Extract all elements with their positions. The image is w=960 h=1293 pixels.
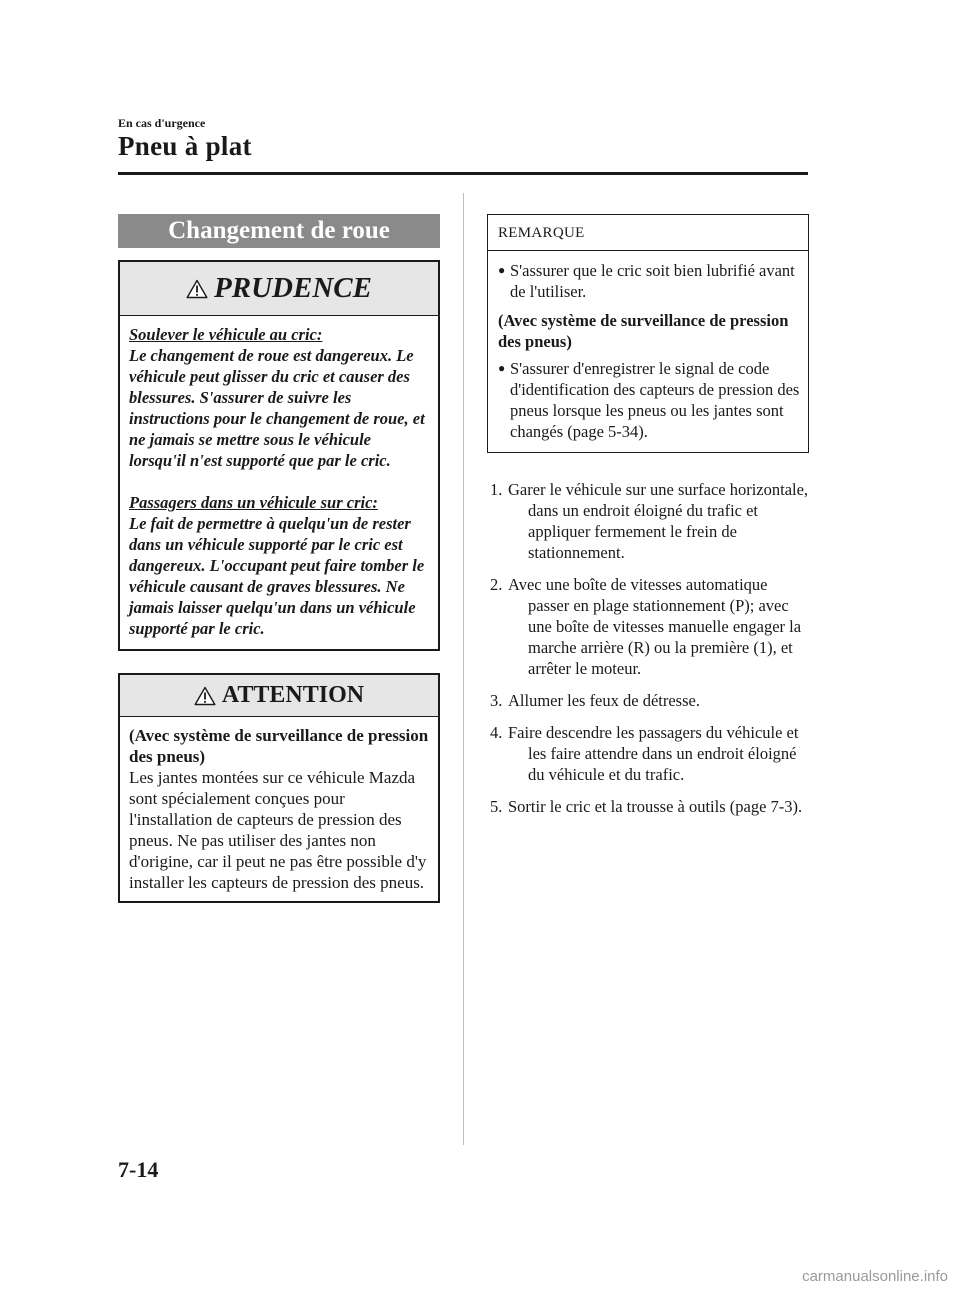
- step-text: Sortir le cric et la trousse à outils (page 7-3).: [508, 797, 803, 816]
- attention-title: ATTENTION: [221, 682, 365, 708]
- attention-box: [118, 673, 440, 903]
- step-text: Allumer les feux de détresse.: [508, 691, 700, 710]
- watermark-link[interactable]: carmanualsonline.info: [802, 1268, 948, 1285]
- page-number: 7-14: [118, 1157, 159, 1182]
- paragraph-gap: [129, 471, 430, 492]
- step-number: 1.: [490, 480, 503, 499]
- step-text: Avec une boîte de vitesses automatique passer en plage stationnement (P); avec une boîte de vitesses manuelle engager la marche arrière (R) ou la première (1), et arrêter le moteur.: [508, 575, 802, 678]
- step-item: [487, 796, 809, 817]
- step-number: 2.: [490, 575, 503, 594]
- attention-text: Les jantes montées sur ce véhicule Mazda sont spécialement conçues pour l'installation de capteurs de pression des pneus. Ne pas utiliser des jantes non d'origine, car il peut ne pas être possible d'y installer les capteurs de pression des pneus.: [129, 768, 427, 892]
- warning-triangle-icon: [194, 686, 216, 706]
- right-column: [487, 214, 809, 828]
- step-item: [487, 690, 809, 711]
- step-number: 5.: [490, 797, 503, 816]
- caution-heading-1: Soulever le véhicule au cric:: [129, 325, 323, 344]
- bullet-dot: ●: [498, 263, 506, 277]
- step-item: [487, 574, 809, 679]
- attention-body: [120, 717, 438, 901]
- note-bullet-text: S'assurer que le cric soit bien lubrifié avant de l'utiliser.: [510, 261, 795, 301]
- step-text: Faire descendre les passagers du véhicule et les faire attendre dans un endroit éloigné du véhicule et du trafic.: [508, 723, 799, 784]
- note-bullet-item: [498, 260, 800, 302]
- note-bullet-item: [498, 358, 800, 442]
- caution-header: [120, 262, 438, 316]
- caution-text-1: Le changement de roue est dangereux. Le véhicule peut glisser du cric et causer des blessures. S'assurer de suivre les instructions pour le changement de roue, et ne jamais se mettre sous le véhicule lorsqu'il n'est supporté que par le cric.: [129, 346, 425, 470]
- caution-text-2: Le fait de permettre à quelqu'un de rester dans un véhicule supporté par le cric est dangereux. L'occupant peut faire tomber le véhicule causant de graves blessures. Ne jamais laisser quelqu'un dans un véhicule supporté par le cric.: [129, 514, 425, 638]
- column-divider: [463, 193, 464, 1145]
- attention-header: [120, 675, 438, 717]
- note-body: [488, 251, 808, 452]
- step-item: [487, 479, 809, 563]
- caution-body: [120, 316, 438, 649]
- warning-triangle-icon: [186, 279, 208, 299]
- page-title: Pneu à plat: [118, 131, 252, 161]
- note-subheading: (Avec système de surveillance de pression des pneus): [498, 311, 789, 351]
- section-banner: Changement de roue: [118, 214, 440, 248]
- note-header: REMARQUE: [488, 215, 808, 251]
- step-item: [487, 722, 809, 785]
- header-rule: [118, 172, 808, 175]
- note-bullet-text: S'assurer d'enregistrer le signal de code d'identification des capteurs de pression des pneus lorsque les pneus ou les jantes sont changés (page 5-34).: [510, 359, 800, 441]
- caution-title: PRUDENCE: [214, 272, 372, 304]
- step-text: Garer le véhicule sur une surface horizontale, dans un endroit éloigné du trafic et appliquer fermement le frein de stationnement.: [508, 480, 809, 562]
- step-number: 4.: [490, 723, 503, 742]
- left-column: [118, 214, 440, 903]
- procedure-steps: [487, 479, 809, 817]
- note-box: [487, 214, 809, 453]
- section-header: En cas d'urgence: [118, 116, 206, 130]
- caution-box: [118, 260, 440, 651]
- bullet-dot: ●: [498, 361, 506, 375]
- caution-heading-2: Passagers dans un véhicule sur cric:: [129, 493, 378, 512]
- step-number: 3.: [490, 691, 503, 710]
- attention-subheading: (Avec système de surveillance de pression des pneus): [129, 726, 429, 766]
